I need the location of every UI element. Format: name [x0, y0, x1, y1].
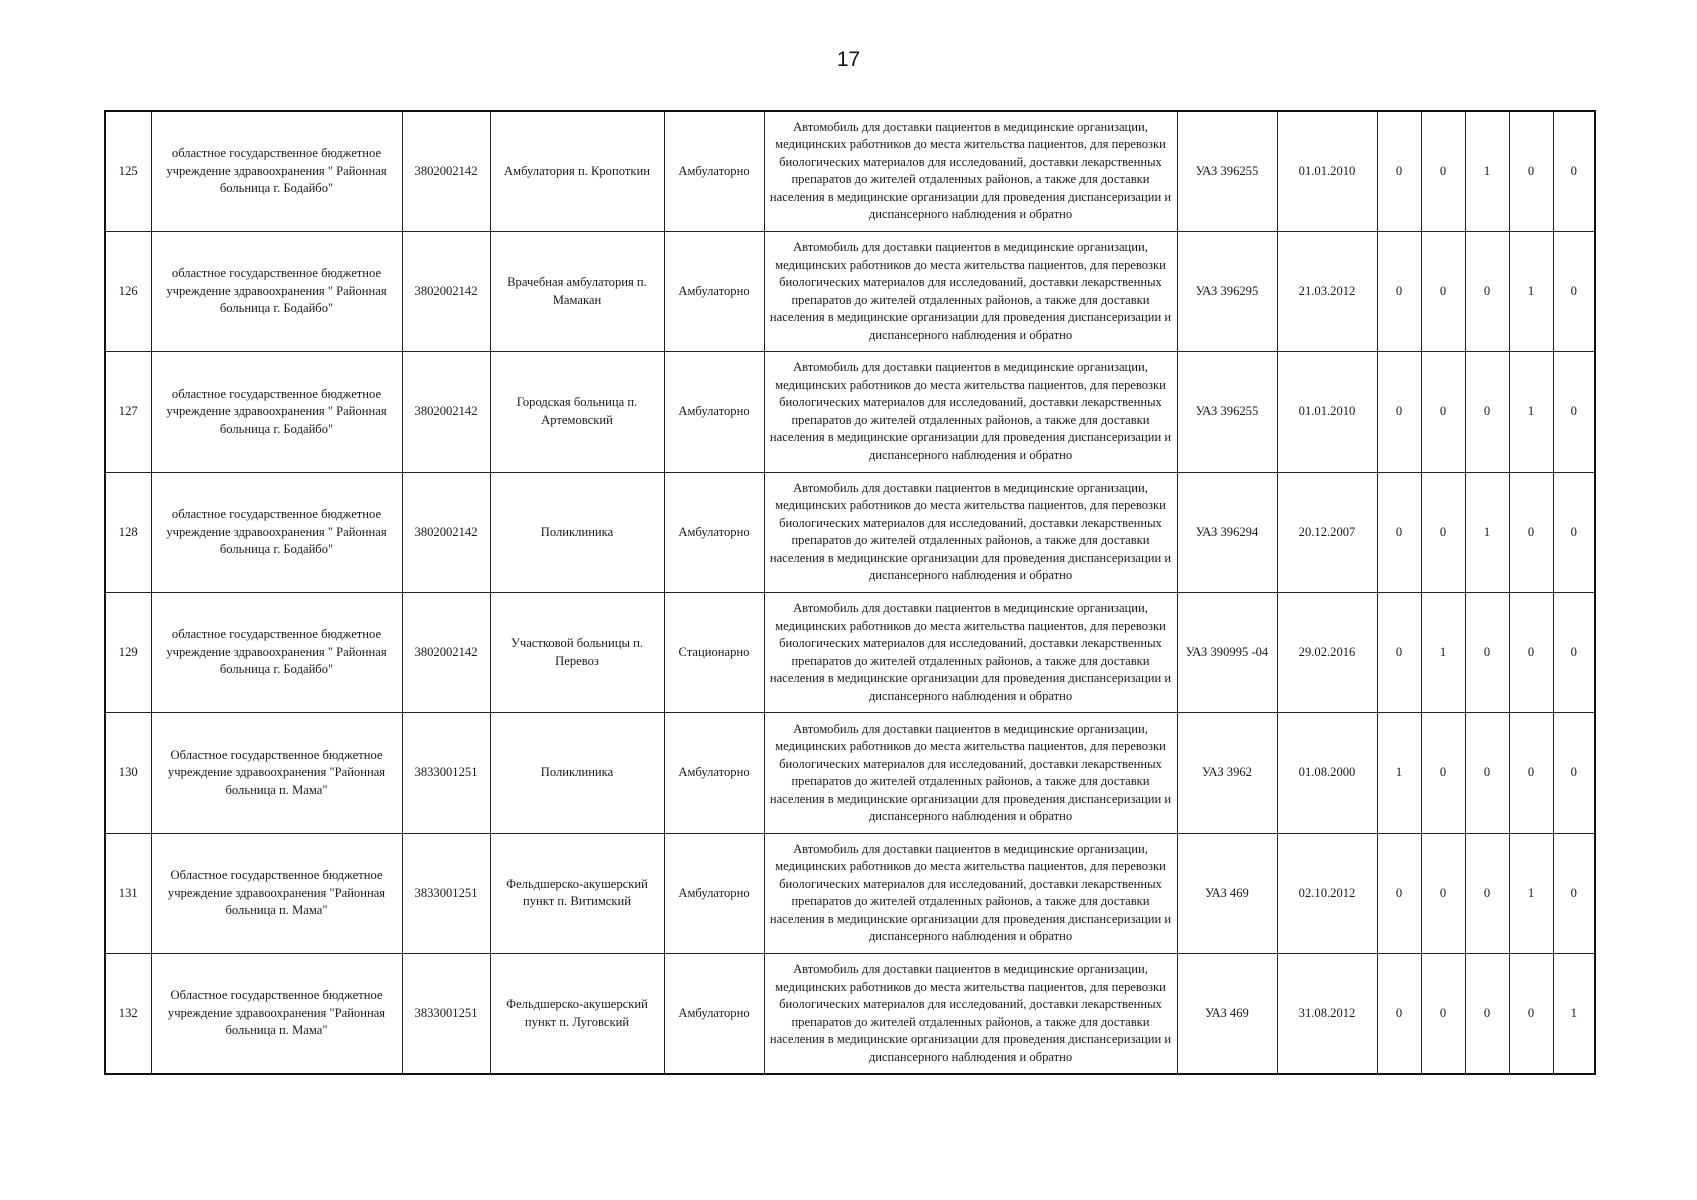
organization-name: Областное государственное бюджетное учреждение здравоохранения "Районная больница п. Мама" [151, 713, 402, 833]
registration-date: 01.08.2000 [1277, 713, 1377, 833]
table-row [105, 472, 1595, 592]
count-cell-1: 0 [1377, 593, 1421, 713]
count-cell-2: 0 [1421, 231, 1465, 351]
count-cell-1: 0 [1377, 231, 1421, 351]
vehicle-purpose: Автомобиль для доставки пациентов в медицинские организации, медицинских работников до места жительства пациентов, для перевозки биологических материалов для исследований, доставки лекарственных препаратов до жителей отдаленных районов, а также для доставки населения в медицинские организации для проведения диспансеризации и диспансерного наблюдения и обратно [764, 833, 1177, 953]
count-cell-2: 0 [1421, 111, 1465, 231]
count-cell-4: 0 [1509, 954, 1553, 1074]
inn-code: 3802002142 [402, 231, 490, 351]
count-cell-1: 0 [1377, 111, 1421, 231]
count-cell-5: 0 [1553, 111, 1595, 231]
table-row [105, 713, 1595, 833]
row-number: 126 [105, 231, 151, 351]
vehicle-model: УАЗ 390995 -04 [1177, 593, 1277, 713]
count-cell-3: 0 [1465, 954, 1509, 1074]
inn-code: 3802002142 [402, 593, 490, 713]
vehicle-purpose: Автомобиль для доставки пациентов в медицинские организации, медицинских работников до места жительства пациентов, для перевозки биологических материалов для исследований, доставки лекарственных препаратов до жителей отдаленных районов, а также для доставки населения в медицинские организации для проведения диспансеризации и диспансерного наблюдения и обратно [764, 231, 1177, 351]
organization-name: областное государственное бюджетное учреждение здравоохранения " Районная больница г. Бодайбо" [151, 352, 402, 472]
care-type: Амбулаторно [664, 231, 764, 351]
care-type: Амбулаторно [664, 352, 764, 472]
vehicle-model: УАЗ 3962 [1177, 713, 1277, 833]
vehicle-model: УАЗ 469 [1177, 954, 1277, 1074]
organization-name: областное государственное бюджетное учреждение здравоохранения " Районная больница г. Бодайбо" [151, 472, 402, 592]
subdivision-name: Участковой больницы п. Перевоз [490, 593, 664, 713]
table-row [105, 593, 1595, 713]
subdivision-name: Поликлиника [490, 472, 664, 592]
vehicle-model: УАЗ 469 [1177, 833, 1277, 953]
organization-name: Областное государственное бюджетное учреждение здравоохранения "Районная больница п. Мама" [151, 833, 402, 953]
count-cell-2: 0 [1421, 472, 1465, 592]
count-cell-1: 0 [1377, 352, 1421, 472]
count-cell-5: 0 [1553, 352, 1595, 472]
count-cell-3: 0 [1465, 231, 1509, 351]
vehicle-purpose: Автомобиль для доставки пациентов в медицинские организации, медицинских работников до места жительства пациентов, для перевозки биологических материалов для исследований, доставки лекарственных препаратов до жителей отдаленных районов, а также для доставки населения в медицинские организации для проведения диспансеризации и диспансерного наблюдения и обратно [764, 954, 1177, 1074]
vehicle-purpose: Автомобиль для доставки пациентов в медицинские организации, медицинских работников до места жительства пациентов, для перевозки биологических материалов для исследований, доставки лекарственных препаратов до жителей отдаленных районов, а также для доставки населения в медицинские организации для проведения диспансеризации и диспансерного наблюдения и обратно [764, 111, 1177, 231]
subdivision-name: Городская больница п. Артемовский [490, 352, 664, 472]
vehicle-purpose: Автомобиль для доставки пациентов в медицинские организации, медицинских работников до места жительства пациентов, для перевозки биологических материалов для исследований, доставки лекарственных препаратов до жителей отдаленных районов, а также для доставки населения в медицинские организации для проведения диспансеризации и диспансерного наблюдения и обратно [764, 713, 1177, 833]
organization-name: Областное государственное бюджетное учреждение здравоохранения "Районная больница п. Мама" [151, 954, 402, 1074]
care-type: Амбулаторно [664, 833, 764, 953]
row-number: 132 [105, 954, 151, 1074]
registration-date: 21.03.2012 [1277, 231, 1377, 351]
page-number: 17 [836, 48, 861, 71]
registration-date: 01.01.2010 [1277, 111, 1377, 231]
count-cell-4: 0 [1509, 111, 1553, 231]
subdivision-name: Врачебная амбулатория п. Мамакан [490, 231, 664, 351]
count-cell-2: 0 [1421, 713, 1465, 833]
count-cell-3: 1 [1465, 111, 1509, 231]
count-cell-3: 1 [1465, 472, 1509, 592]
care-type: Стационарно [664, 593, 764, 713]
inn-code: 3833001251 [402, 954, 490, 1074]
table-row [105, 111, 1595, 231]
care-type: Амбулаторно [664, 713, 764, 833]
registration-date: 02.10.2012 [1277, 833, 1377, 953]
table-row [105, 954, 1595, 1074]
subdivision-name: Амбулатория п. Кропоткин [490, 111, 664, 231]
count-cell-4: 1 [1509, 352, 1553, 472]
table-row [105, 833, 1595, 953]
vehicle-model: УАЗ 396255 [1177, 111, 1277, 231]
count-cell-1: 0 [1377, 833, 1421, 953]
subdivision-name: Поликлиника [490, 713, 664, 833]
vehicle-model: УАЗ 396294 [1177, 472, 1277, 592]
count-cell-3: 0 [1465, 352, 1509, 472]
organization-name: областное государственное бюджетное учреждение здравоохранения " Районная больница г. Бодайбо" [151, 231, 402, 351]
vehicle-purpose: Автомобиль для доставки пациентов в медицинские организации, медицинских работников до места жительства пациентов, для перевозки биологических материалов для исследований, доставки лекарственных препаратов до жителей отдаленных районов, а также для доставки населения в медицинские организации для проведения диспансеризации и диспансерного наблюдения и обратно [764, 352, 1177, 472]
row-number: 127 [105, 352, 151, 472]
count-cell-3: 0 [1465, 713, 1509, 833]
registration-date: 31.08.2012 [1277, 954, 1377, 1074]
vehicle-purpose: Автомобиль для доставки пациентов в медицинские организации, медицинских работников до места жительства пациентов, для перевозки биологических материалов для исследований, доставки лекарственных препаратов до жителей отдаленных районов, а также для доставки населения в медицинские организации для проведения диспансеризации и диспансерного наблюдения и обратно [764, 472, 1177, 592]
count-cell-5: 0 [1553, 231, 1595, 351]
registration-date: 01.01.2010 [1277, 352, 1377, 472]
count-cell-1: 1 [1377, 713, 1421, 833]
row-number: 128 [105, 472, 151, 592]
subdivision-name: Фельдшерско-акушерский пункт п. Витимский [490, 833, 664, 953]
row-number: 129 [105, 593, 151, 713]
vehicle-model: УАЗ 396255 [1177, 352, 1277, 472]
row-number: 130 [105, 713, 151, 833]
inn-code: 3833001251 [402, 833, 490, 953]
row-number: 131 [105, 833, 151, 953]
count-cell-4: 1 [1509, 833, 1553, 953]
count-cell-3: 0 [1465, 593, 1509, 713]
count-cell-5: 0 [1553, 713, 1595, 833]
registration-date: 29.02.2016 [1277, 593, 1377, 713]
count-cell-3: 0 [1465, 833, 1509, 953]
count-cell-2: 0 [1421, 954, 1465, 1074]
organization-name: областное государственное бюджетное учреждение здравоохранения " Районная больница г. Бодайбо" [151, 111, 402, 231]
vehicle-purpose: Автомобиль для доставки пациентов в медицинские организации, медицинских работников до места жительства пациентов, для перевозки биологических материалов для исследований, доставки лекарственных препаратов до жителей отдаленных районов, а также для доставки населения в медицинские организации для проведения диспансеризации и диспансерного наблюдения и обратно [764, 593, 1177, 713]
inn-code: 3802002142 [402, 472, 490, 592]
count-cell-4: 1 [1509, 231, 1553, 351]
registration-date: 20.12.2007 [1277, 472, 1377, 592]
count-cell-1: 0 [1377, 472, 1421, 592]
vehicle-model: УАЗ 396295 [1177, 231, 1277, 351]
care-type: Амбулаторно [664, 111, 764, 231]
care-type: Амбулаторно [664, 472, 764, 592]
care-type: Амбулаторно [664, 954, 764, 1074]
organization-name: областное государственное бюджетное учреждение здравоохранения " Районная больница г. Бодайбо" [151, 593, 402, 713]
inn-code: 3833001251 [402, 713, 490, 833]
table-row [105, 231, 1595, 351]
count-cell-2: 0 [1421, 352, 1465, 472]
inn-code: 3802002142 [402, 352, 490, 472]
count-cell-2: 0 [1421, 833, 1465, 953]
table-row [105, 352, 1595, 472]
count-cell-2: 1 [1421, 593, 1465, 713]
count-cell-1: 0 [1377, 954, 1421, 1074]
inn-code: 3802002142 [402, 111, 490, 231]
count-cell-4: 0 [1509, 713, 1553, 833]
row-number: 125 [105, 111, 151, 231]
vehicle-registry-table [104, 110, 1596, 1075]
count-cell-4: 0 [1509, 593, 1553, 713]
count-cell-5: 1 [1553, 954, 1595, 1074]
subdivision-name: Фельдшерско-акушерский пункт п. Луговский [490, 954, 664, 1074]
count-cell-5: 0 [1553, 833, 1595, 953]
count-cell-5: 0 [1553, 593, 1595, 713]
count-cell-4: 0 [1509, 472, 1553, 592]
count-cell-5: 0 [1553, 472, 1595, 592]
